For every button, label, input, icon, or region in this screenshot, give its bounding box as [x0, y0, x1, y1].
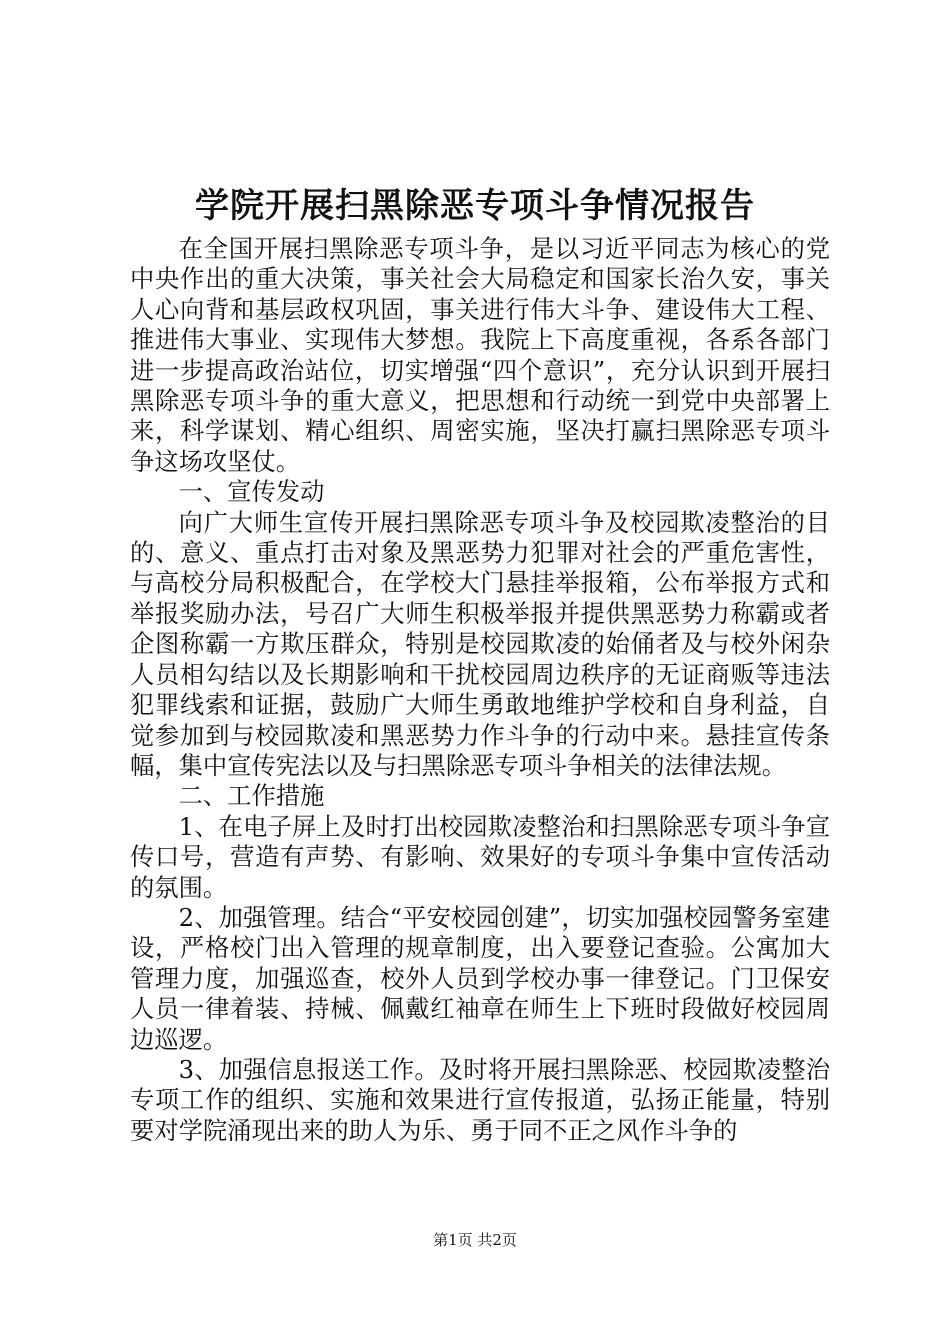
measure-item-3: 3、加强信息报送工作。及时将开展扫黑除恶、校园欺凌整治专项工作的组织、实施和效果进行宣传报道，弘扬正能量，特别要对学院涌现出来的助人为乐、勇于同不正之风作斗争的 [130, 1054, 830, 1145]
section-heading-publicity: 一、宣传发动 [178, 477, 325, 507]
section-heading-measures: 二、工作措施 [178, 781, 325, 811]
intro-paragraph: 在全国开展扫黑除恶专项斗争，是以习近平同志为核心的党中央作出的重大决策，事关社会大局稳定和国家长治久安，事关人心向背和基层政权巩固，事关进行伟大斗争、建设伟大工程、推进伟大事业、实现伟大梦想。我院上下高度重视，各系各部门进一步提高政治站位，切实增强“四个意识”，充分认识到开展扫黑除恶专项斗争的重大意义，把思想和行动统一到党中央部署上来，科学谋划、精心组织、周密实施，坚决打赢扫黑除恶专项斗争这场攻坚仗。 [130, 234, 830, 476]
document-body [130, 234, 830, 1146]
publicity-paragraph: 向广大师生宣传开展扫黑除恶专项斗争及校园欺凌整治的目的、意义、重点打击对象及黑恶势力犯罪对社会的严重危害性，与高校分局积极配合，在学校大门悬挂举报箱，公布举报方式和举报奖励办法，号召广大师生积极举报并提供黑恶势力称霸或者企图称霸一方欺压群众，特别是校园欺凌的始俑者及与校外闲杂人员相勾结以及长期影响和干扰校园周边秩序的无证商贩等违法犯罪线索和证据，鼓励广大师生勇敢地维护学校和自身利益，自觉参加到与校园欺凌和黑恶势力作斗争的行动中来。悬挂宣传条幅，集中宣传宪法以及与扫黑除恶专项斗争相关的法律法规。 [130, 507, 830, 780]
measure-item-1: 1、在电子屏上及时打出校园欺凌整治和扫黑除恶专项斗争宣传口号，营造有声势、有影响、效果好的专项斗争集中宣传活动的氛围。 [130, 811, 830, 902]
page-number-footer: 第1页 共2页 [433, 1231, 517, 1249]
document-title: 学院开展扫黑除恶专项斗争情况报告 [195, 186, 755, 226]
measure-item-2: 2、加强管理。结合“平安校园创建”，切实加强校园警务室建设，严格校门出入管理的规章制度，出入要登记查验。公寓加大管理力度，加强巡查，校外人员到学校办事一律登记。门卫保安人员一律着装、持械、佩戴红袖章在师生上下班时段做好校园周边巡逻。 [130, 902, 830, 1054]
